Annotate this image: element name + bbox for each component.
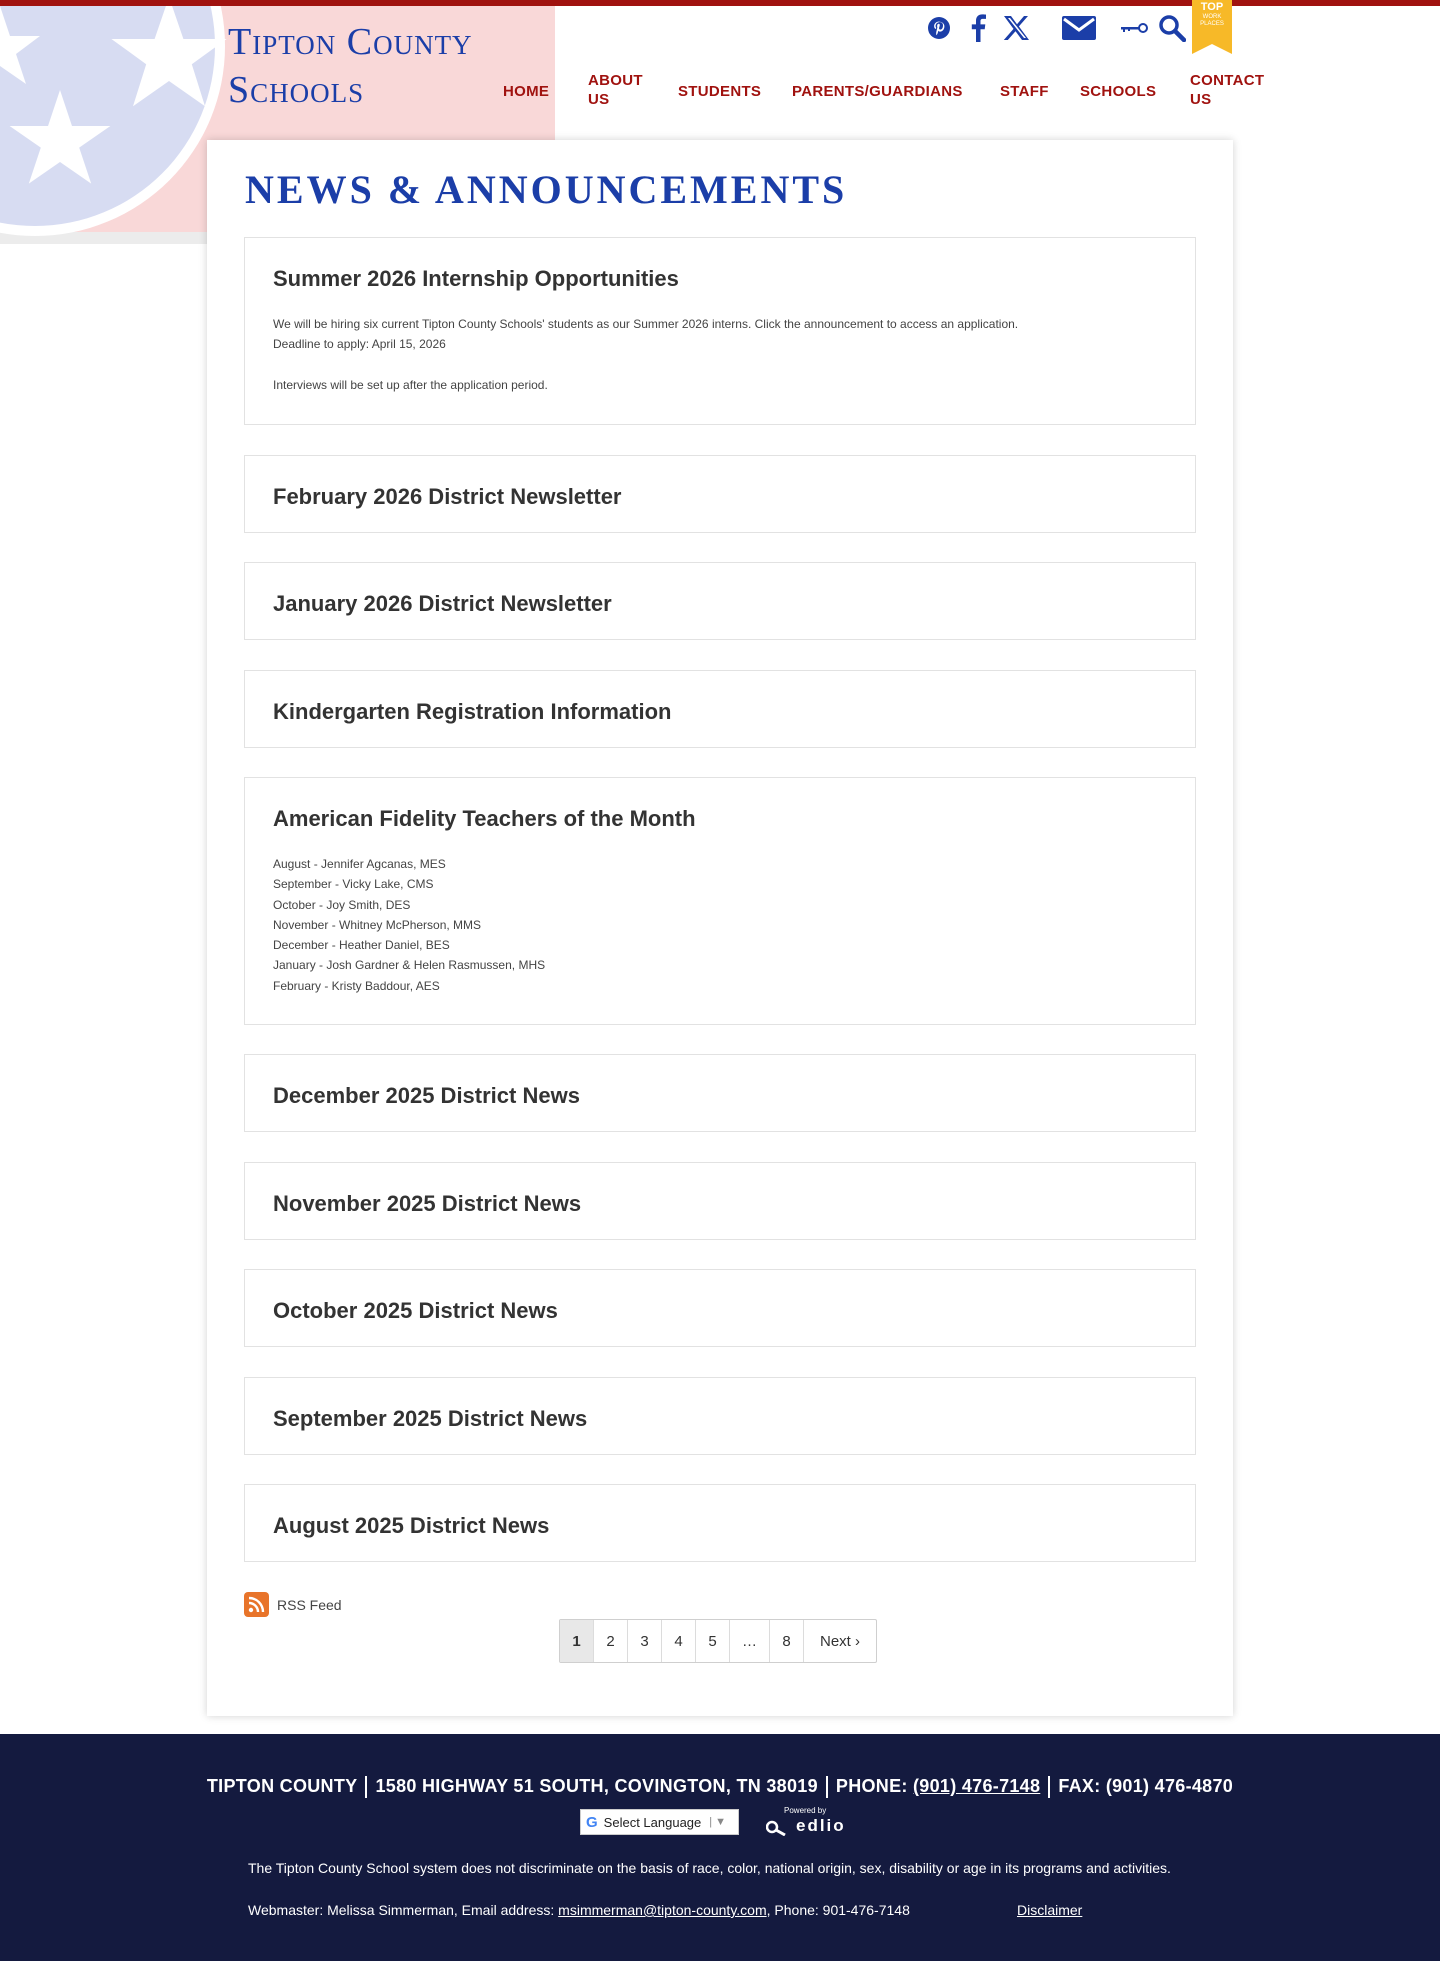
rss-label: RSS Feed (277, 1596, 342, 1613)
nav-schools[interactable]: SCHOOLS (1080, 83, 1157, 100)
announcement-card[interactable] (244, 562, 1196, 640)
logo-line-1: Tipton County (228, 21, 473, 63)
announcement-title[interactable]: December 2025 District News (273, 1083, 580, 1108)
page-4-button[interactable]: 4 (662, 1620, 696, 1662)
mail-icon[interactable] (1060, 8, 1098, 48)
page-1-button[interactable]: 1 (560, 1620, 594, 1662)
facebook-icon[interactable] (964, 8, 992, 48)
footer-address: 1580 HIGHWAY 51 SOUTH, COVINGTON, TN 38019 (375, 1776, 818, 1796)
footer-phone-label: PHONE: (835, 1776, 908, 1796)
rss-icon (244, 1592, 269, 1617)
page-ellipsis: … (730, 1620, 770, 1662)
disclaimer-link[interactable]: Disclaimer (1017, 1902, 1083, 1918)
site-footer (0, 1734, 1440, 1961)
badge-subtext: WORK PLACES (1200, 14, 1224, 27)
announcement-title[interactable]: August 2025 District News (273, 1513, 550, 1538)
webmaster-email-link[interactable]: msimmerman@tipton-county.com (558, 1902, 767, 1918)
rss-feed-link[interactable] (244, 1592, 342, 1617)
announcement-title[interactable]: American Fidelity Teachers of the Month (273, 806, 696, 831)
google-icon: G (586, 1813, 598, 1831)
x-twitter-icon[interactable] (1000, 8, 1032, 48)
nav-parents-guardians[interactable]: PARENTS/GUARDIANS (792, 83, 963, 100)
page-5-button[interactable]: 5 (696, 1620, 730, 1662)
footer-fax: FAX: (901) 476-4870 (1058, 1776, 1234, 1796)
nav-home[interactable]: HOME (503, 83, 550, 100)
announcement-title[interactable]: October 2025 District News (273, 1298, 558, 1323)
page-2-button[interactable]: 2 (594, 1620, 628, 1662)
webmaster-contact: Webmaster: Melissa Simmerman, Email address: msimmerman@tipton-county.com, Phone: 901-476-7148 (248, 1902, 910, 1918)
announcement-body: We will be hiring six current Tipton County Schools' students as our Summer 2026 interns. Click the announcement to access an application. Deadline to apply: April 15, 2026 Interviews will be set up after the application period. (273, 317, 1019, 392)
nav-about-us[interactable]: ABOUT US (588, 72, 643, 108)
announcement-title[interactable]: January 2026 District Newsletter (273, 591, 612, 616)
news-panel (207, 140, 1233, 1716)
announcement-title[interactable]: November 2025 District News (273, 1191, 582, 1216)
announcement-title[interactable]: Summer 2026 Internship Opportunities (273, 266, 679, 291)
announcement-card[interactable] (244, 1377, 1196, 1455)
logo-line-2: Schools (228, 69, 365, 111)
announcement-card[interactable] (244, 1269, 1196, 1347)
powered-by-text: Powered by (784, 1806, 827, 1815)
announcement-card[interactable] (244, 1484, 1196, 1562)
page-title: NEWS & ANNOUNCEMENTS (245, 167, 848, 212)
site-logo[interactable] (228, 18, 473, 114)
announcement-title[interactable]: February 2026 District Newsletter (273, 484, 622, 509)
top-workplaces-badge[interactable] (1192, 0, 1232, 54)
language-select[interactable] (580, 1809, 739, 1835)
pinterest-icon[interactable] (924, 8, 954, 48)
announcement-card[interactable] (244, 777, 1196, 1025)
footer-district: TIPTON COUNTY (206, 1776, 358, 1796)
announcement-card[interactable] (244, 670, 1196, 748)
footer-phone-link[interactable]: (901) 476-7148 (913, 1776, 1041, 1796)
nav-students[interactable]: STUDENTS (678, 83, 762, 100)
page-8-button[interactable]: 8 (770, 1620, 804, 1662)
nav-staff[interactable]: STAFF (1000, 83, 1049, 100)
badge-text: TOP (1200, 1, 1224, 13)
next-page-button[interactable]: Next › (820, 1632, 861, 1650)
edlio-name: edlio (796, 1816, 846, 1835)
edlio-mark-icon (766, 1820, 788, 1836)
pagination (559, 1619, 877, 1663)
announcement-body: August - Jennifer Agcanas, MES September - Vicky Lake, CMS October - Joy Smith, DES November - Whitney McPherson, MMS December - Heather Daniel, BES January - Josh Gardner & Helen Rasmussen, MHS February - Kristy Baddour, AES (273, 857, 546, 993)
nondiscrimination-statement: The Tipton County School system does not discriminate on the basis of race, color, national origin, sex, disability or age in its programs and activities. (248, 1860, 1171, 1876)
dropdown-arrow-icon: | ▼ (709, 1816, 727, 1828)
announcement-card[interactable] (244, 1162, 1196, 1240)
page-3-button[interactable]: 3 (628, 1620, 662, 1662)
announcement-card[interactable] (244, 455, 1196, 533)
announcement-title[interactable]: September 2025 District News (273, 1406, 588, 1431)
key-icon[interactable] (1118, 8, 1150, 48)
edlio-logo[interactable] (766, 1806, 850, 1840)
announcement-card[interactable] (244, 1054, 1196, 1132)
announcement-card[interactable] (244, 237, 1196, 425)
nav-contact-us[interactable]: CONTACT US (1190, 72, 1265, 108)
search-icon[interactable] (1156, 8, 1188, 48)
language-label: Select Language (603, 1814, 702, 1830)
footer-contact-bar (0, 1776, 1440, 1798)
announcement-title[interactable]: Kindergarten Registration Information (273, 699, 672, 724)
